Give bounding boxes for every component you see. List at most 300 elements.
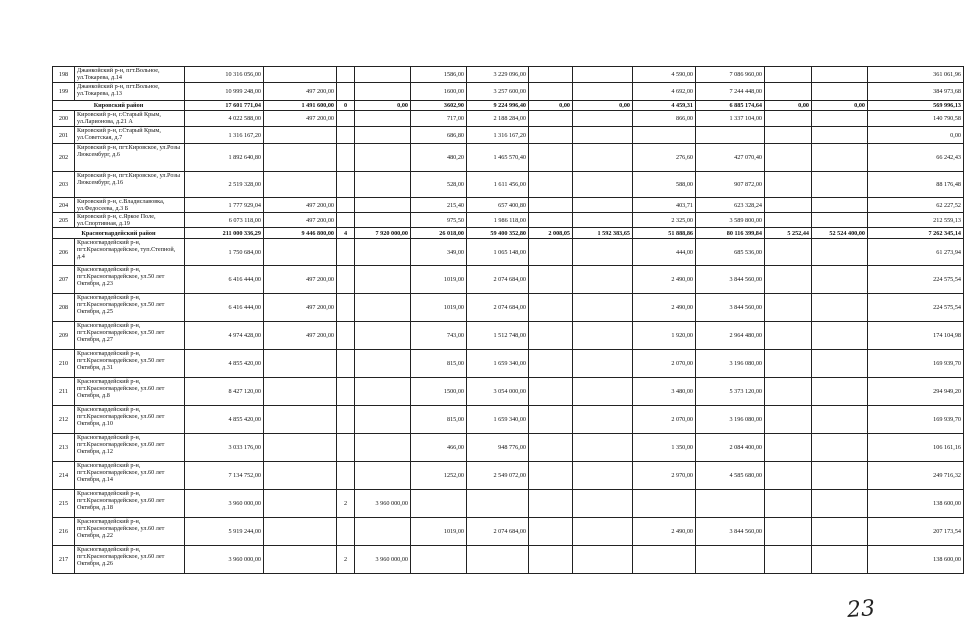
row-number: 203: [53, 172, 75, 198]
value-cell-col-10: [696, 127, 765, 144]
value-cell-col-13: 66 242,43: [868, 144, 964, 172]
value-cell-col-13: 106 161,16: [868, 434, 964, 462]
value-cell-col-6: 2 188 284,00: [467, 111, 529, 127]
value-cell-col-10: 7 086 960,00: [696, 67, 765, 83]
address-cell: Кировский р-н, с.Яркое Поле, ул.Спортивная, д.19: [75, 213, 185, 228]
value-cell-col-7: [529, 83, 573, 101]
value-cell-col-5: 815,00: [411, 406, 467, 434]
value-cell-col-10: 5 373 120,00: [696, 378, 765, 406]
value-cell-col-8: [573, 67, 633, 83]
table-row: [53, 434, 964, 462]
value-cell-col-7: [529, 144, 573, 172]
table-row: [53, 406, 964, 434]
row-number: 200: [53, 111, 75, 127]
value-cell-col-7: 2 008,05: [529, 228, 573, 239]
value-cell-col-6: 1 512 748,00: [467, 322, 529, 350]
value-cell-col-1: 6 416 444,00: [185, 266, 264, 294]
table-row: [53, 172, 964, 198]
value-cell-col-13: 361 061,96: [868, 67, 964, 83]
value-cell-col-3: [337, 294, 355, 322]
value-cell-col-10: 3 844 560,00: [696, 518, 765, 546]
value-cell-col-8: [573, 172, 633, 198]
value-cell-col-12: [812, 67, 868, 83]
value-cell-col-11: [765, 213, 812, 228]
value-cell-col-12: [812, 213, 868, 228]
value-cell-col-5: 3602,90: [411, 101, 467, 111]
value-cell-col-13: 62 227,52: [868, 198, 964, 213]
value-cell-col-11: [765, 83, 812, 101]
value-cell-col-8: [573, 213, 633, 228]
value-cell-col-11: [765, 172, 812, 198]
value-cell-col-4: [355, 83, 411, 101]
address-cell: Джанкойский р-н, пгт.Вольное, ул.Токарева, д.14: [75, 67, 185, 83]
address-cell: Красногвардейский р-н, пгт.Красногвардейское, ул.50 лет Октября, д.31: [75, 350, 185, 378]
value-cell-col-1: 7 134 752,00: [185, 462, 264, 490]
value-cell-col-5: 480,20: [411, 144, 467, 172]
value-cell-col-6: 1 659 340,00: [467, 350, 529, 378]
value-cell-col-4: 3 960 000,00: [355, 490, 411, 518]
value-cell-col-6: 3 054 000,00: [467, 378, 529, 406]
value-cell-col-11: [765, 67, 812, 83]
value-cell-col-2: 497 200,00: [264, 213, 337, 228]
value-cell-col-8: [573, 490, 633, 518]
value-cell-col-3: [337, 172, 355, 198]
value-cell-col-6: 2 074 684,00: [467, 518, 529, 546]
table-row: [53, 546, 964, 574]
value-cell-col-6: 2 074 684,00: [467, 294, 529, 322]
value-cell-col-11: [765, 518, 812, 546]
value-cell-col-1: 1 316 167,20: [185, 127, 264, 144]
value-cell-col-11: [765, 406, 812, 434]
value-cell-col-3: [337, 213, 355, 228]
value-cell-col-12: [812, 406, 868, 434]
value-cell-col-2: [264, 378, 337, 406]
value-cell-col-5: 1500,00: [411, 378, 467, 406]
address-cell: Красногвардейский р-н, пгт.Красногвардейское, туп.Степной, д.4: [75, 239, 185, 266]
address-cell: Кировский р-н, с.Владиславовка, ул.Федосеева, д.3 Б: [75, 198, 185, 213]
value-cell-col-2: [264, 406, 337, 434]
value-cell-col-11: [765, 127, 812, 144]
value-cell-col-4: [355, 67, 411, 83]
value-cell-col-2: 497 200,00: [264, 294, 337, 322]
value-cell-col-13: 224 575,54: [868, 294, 964, 322]
table-row: [53, 350, 964, 378]
value-cell-col-3: [337, 127, 355, 144]
value-cell-col-10: 1 337 104,00: [696, 111, 765, 127]
value-cell-col-8: [573, 266, 633, 294]
value-cell-col-10: 2 084 400,00: [696, 434, 765, 462]
table-row: [53, 462, 964, 490]
address-cell: Кировский р-н, г.Старый Крым, ул.Ларионова, д.21 А: [75, 111, 185, 127]
row-number: 201: [53, 127, 75, 144]
value-cell-col-1: 2 519 328,00: [185, 172, 264, 198]
value-cell-col-4: [355, 213, 411, 228]
value-cell-col-13: 7 262 345,14: [868, 228, 964, 239]
value-cell-col-2: [264, 350, 337, 378]
value-cell-col-1: 3 033 176,00: [185, 434, 264, 462]
value-cell-col-5: 1019,00: [411, 294, 467, 322]
row-number: 206: [53, 239, 75, 266]
value-cell-col-8: [573, 406, 633, 434]
value-cell-col-8: 0,00: [573, 101, 633, 111]
value-cell-col-5: 26 018,00: [411, 228, 467, 239]
value-cell-col-11: [765, 434, 812, 462]
value-cell-col-12: 52 524 400,00: [812, 228, 868, 239]
value-cell-col-10: 685 536,00: [696, 239, 765, 266]
value-cell-col-1: 4 855 420,00: [185, 350, 264, 378]
value-cell-col-7: [529, 490, 573, 518]
address-cell: Красногвардейский р-н, пгт.Красногвардейское, ул.60 лет Октября, д.12: [75, 434, 185, 462]
value-cell-col-6: 59 400 352,80: [467, 228, 529, 239]
value-cell-col-10: 623 328,24: [696, 198, 765, 213]
value-cell-col-7: [529, 350, 573, 378]
value-cell-col-7: [529, 462, 573, 490]
value-cell-col-5: 1586,00: [411, 67, 467, 83]
value-cell-col-12: [812, 518, 868, 546]
value-cell-col-12: [812, 462, 868, 490]
value-cell-col-12: [812, 239, 868, 266]
value-cell-col-9: 1 920,00: [633, 322, 696, 350]
value-cell-col-11: [765, 350, 812, 378]
table-row: [53, 322, 964, 350]
value-cell-col-3: [337, 83, 355, 101]
value-cell-col-12: [812, 266, 868, 294]
address-cell: Красногвардейский р-н, пгт.Красногвардейское, ул.60 лет Октября, д.18: [75, 490, 185, 518]
value-cell-col-13: 569 996,13: [868, 101, 964, 111]
table-row: [53, 239, 964, 266]
value-cell-col-3: [337, 462, 355, 490]
value-cell-col-11: [765, 546, 812, 574]
value-cell-col-13: 138 600,00: [868, 490, 964, 518]
value-cell-col-4: [355, 350, 411, 378]
value-cell-col-4: [355, 172, 411, 198]
value-cell-col-10: 7 244 448,00: [696, 83, 765, 101]
value-cell-col-12: 0,00: [812, 101, 868, 111]
row-number: 217: [53, 546, 75, 574]
value-cell-col-1: 8 427 120,00: [185, 378, 264, 406]
table-row: [53, 83, 964, 101]
value-cell-col-2: [264, 67, 337, 83]
value-cell-col-5: 717,00: [411, 111, 467, 127]
value-cell-col-12: [812, 198, 868, 213]
value-cell-col-12: [812, 294, 868, 322]
value-cell-col-10: 427 070,40: [696, 144, 765, 172]
value-cell-col-10: 6 885 174,64: [696, 101, 765, 111]
value-cell-col-1: 3 960 000,00: [185, 546, 264, 574]
value-cell-col-9: 2 070,00: [633, 406, 696, 434]
value-cell-col-8: [573, 462, 633, 490]
address-cell: Красногвардейский р-н, пгт.Красногвардейское, ул.50 лет Октября, д.27: [75, 322, 185, 350]
value-cell-col-13: 169 939,70: [868, 406, 964, 434]
value-cell-col-7: [529, 406, 573, 434]
value-cell-col-9: [633, 127, 696, 144]
value-cell-col-9: 2 490,00: [633, 266, 696, 294]
table-row: [53, 378, 964, 406]
value-cell-col-13: 174 104,98: [868, 322, 964, 350]
value-cell-col-7: [529, 378, 573, 406]
value-cell-col-11: [765, 462, 812, 490]
value-cell-col-9: 2 070,00: [633, 350, 696, 378]
value-cell-col-2: [264, 172, 337, 198]
value-cell-col-6: 1 986 118,00: [467, 213, 529, 228]
value-cell-col-7: [529, 111, 573, 127]
value-cell-col-8: [573, 127, 633, 144]
value-cell-col-3: [337, 434, 355, 462]
table-row: [53, 144, 964, 172]
value-cell-col-9: 2 970,00: [633, 462, 696, 490]
value-cell-col-12: [812, 490, 868, 518]
value-cell-col-6: 657 400,80: [467, 198, 529, 213]
value-cell-col-2: [264, 239, 337, 266]
value-cell-col-13: 384 973,68: [868, 83, 964, 101]
value-cell-col-8: [573, 322, 633, 350]
value-cell-col-1: 5 919 244,00: [185, 518, 264, 546]
value-cell-col-9: 866,00: [633, 111, 696, 127]
value-cell-col-9: 1 350,00: [633, 434, 696, 462]
value-cell-col-3: [337, 67, 355, 83]
value-cell-col-1: 211 000 336,29: [185, 228, 264, 239]
value-cell-col-7: [529, 67, 573, 83]
value-cell-col-13: 294 949,20: [868, 378, 964, 406]
value-cell-col-10: 3 844 560,00: [696, 294, 765, 322]
value-cell-col-2: 497 200,00: [264, 322, 337, 350]
row-number: 216: [53, 518, 75, 546]
value-cell-col-5: 1600,00: [411, 83, 467, 101]
address-cell: Джанкойский р-н, пгт.Вольное, ул.Токарева, д.13: [75, 83, 185, 101]
value-cell-col-13: 61 273,94: [868, 239, 964, 266]
value-cell-col-13: 249 716,32: [868, 462, 964, 490]
value-cell-col-2: [264, 546, 337, 574]
table-row: [53, 490, 964, 518]
value-cell-col-2: 497 200,00: [264, 266, 337, 294]
value-cell-col-5: 1019,00: [411, 266, 467, 294]
value-cell-col-3: [337, 144, 355, 172]
value-cell-col-7: [529, 172, 573, 198]
value-cell-col-13: 207 173,54: [868, 518, 964, 546]
value-cell-col-2: [264, 127, 337, 144]
row-number: 210: [53, 350, 75, 378]
value-cell-col-9: 2 490,00: [633, 294, 696, 322]
value-cell-col-12: [812, 172, 868, 198]
row-number: 211: [53, 378, 75, 406]
value-cell-col-6: 1 065 148,00: [467, 239, 529, 266]
value-cell-col-3: [337, 406, 355, 434]
value-cell-col-1: 4 022 588,00: [185, 111, 264, 127]
value-cell-col-10: [696, 490, 765, 518]
address-cell: Кировский р-н, пгт.Кировское, ул.Розы Люксембург, д.16: [75, 172, 185, 198]
row-number: 213: [53, 434, 75, 462]
value-cell-col-4: 7 920 000,00: [355, 228, 411, 239]
value-cell-col-1: 17 601 771,04: [185, 101, 264, 111]
value-cell-col-8: [573, 294, 633, 322]
value-cell-col-7: [529, 518, 573, 546]
value-cell-col-11: [765, 322, 812, 350]
table-row: [53, 294, 964, 322]
value-cell-col-2: [264, 434, 337, 462]
value-cell-col-3: [337, 322, 355, 350]
value-cell-col-6: [467, 490, 529, 518]
value-cell-col-6: 948 776,00: [467, 434, 529, 462]
value-cell-col-9: 4 692,00: [633, 83, 696, 101]
value-cell-col-11: [765, 378, 812, 406]
value-cell-col-5: 1252,00: [411, 462, 467, 490]
value-cell-col-7: [529, 213, 573, 228]
value-cell-col-4: [355, 434, 411, 462]
value-cell-col-7: [529, 239, 573, 266]
value-cell-col-3: 2: [337, 490, 355, 518]
value-cell-col-5: 686,80: [411, 127, 467, 144]
value-cell-col-6: 1 659 340,00: [467, 406, 529, 434]
value-cell-col-12: [812, 111, 868, 127]
value-cell-col-5: [411, 490, 467, 518]
value-cell-col-8: [573, 144, 633, 172]
value-cell-col-1: 6 073 118,00: [185, 213, 264, 228]
value-cell-col-4: [355, 406, 411, 434]
row-number: 207: [53, 266, 75, 294]
value-cell-col-3: [337, 378, 355, 406]
value-cell-col-10: 3 196 080,00: [696, 406, 765, 434]
value-cell-col-11: [765, 266, 812, 294]
budget-table: [52, 66, 964, 574]
value-cell-col-12: [812, 127, 868, 144]
value-cell-col-4: [355, 111, 411, 127]
value-cell-col-7: [529, 266, 573, 294]
value-cell-col-7: [529, 294, 573, 322]
table-row: [53, 213, 964, 228]
value-cell-col-9: 3 480,00: [633, 378, 696, 406]
address-cell: Красногвардейский р-н, пгт.Красногвардейское, ул.60 лет Октября, д.14: [75, 462, 185, 490]
table-row: [53, 127, 964, 144]
value-cell-col-5: 975,50: [411, 213, 467, 228]
value-cell-col-5: 1019,00: [411, 518, 467, 546]
value-cell-col-12: [812, 83, 868, 101]
value-cell-col-8: 1 592 383,65: [573, 228, 633, 239]
value-cell-col-13: 140 790,58: [868, 111, 964, 127]
value-cell-col-4: [355, 266, 411, 294]
district-name: Красногвардейский район: [53, 228, 185, 239]
row-number: 208: [53, 294, 75, 322]
row-number: 198: [53, 67, 75, 83]
value-cell-col-3: [337, 239, 355, 266]
value-cell-col-3: [337, 111, 355, 127]
value-cell-col-2: 1 491 600,00: [264, 101, 337, 111]
value-cell-col-5: 528,00: [411, 172, 467, 198]
value-cell-col-8: [573, 111, 633, 127]
value-cell-col-8: [573, 546, 633, 574]
value-cell-col-4: [355, 239, 411, 266]
table-row: [53, 266, 964, 294]
table-body: [53, 67, 964, 574]
value-cell-col-1: 10 999 248,00: [185, 83, 264, 101]
value-cell-col-3: [337, 350, 355, 378]
value-cell-col-10: 3 589 800,00: [696, 213, 765, 228]
value-cell-col-1: 1 777 929,04: [185, 198, 264, 213]
value-cell-col-4: 3 960 000,00: [355, 546, 411, 574]
value-cell-col-6: 3 257 600,00: [467, 83, 529, 101]
table-row: [53, 198, 964, 213]
value-cell-col-10: 907 872,00: [696, 172, 765, 198]
value-cell-col-6: 1 316 167,20: [467, 127, 529, 144]
value-cell-col-1: 4 855 420,00: [185, 406, 264, 434]
value-cell-col-6: 2 549 072,00: [467, 462, 529, 490]
row-number: 214: [53, 462, 75, 490]
value-cell-col-8: [573, 378, 633, 406]
value-cell-col-12: [812, 546, 868, 574]
value-cell-col-10: 3 196 080,00: [696, 350, 765, 378]
row-number: 204: [53, 198, 75, 213]
value-cell-col-2: [264, 490, 337, 518]
value-cell-col-1: 4 974 428,00: [185, 322, 264, 350]
value-cell-col-13: 88 176,48: [868, 172, 964, 198]
value-cell-col-3: 0: [337, 101, 355, 111]
address-cell: Красногвардейский р-н, пгт.Красногвардейское, ул.60 лет Октября, д.8: [75, 378, 185, 406]
value-cell-col-6: 1 611 456,00: [467, 172, 529, 198]
district-name: Кировский район: [53, 101, 185, 111]
value-cell-col-8: [573, 434, 633, 462]
value-cell-col-2: 497 200,00: [264, 198, 337, 213]
value-cell-col-11: [765, 144, 812, 172]
value-cell-col-4: [355, 144, 411, 172]
row-number: 205: [53, 213, 75, 228]
value-cell-col-12: [812, 144, 868, 172]
value-cell-col-1: 3 960 000,00: [185, 490, 264, 518]
value-cell-col-9: 2 325,00: [633, 213, 696, 228]
value-cell-col-12: [812, 350, 868, 378]
value-cell-col-1: 1 750 684,00: [185, 239, 264, 266]
value-cell-col-2: 497 200,00: [264, 111, 337, 127]
address-cell: Красногвардейский р-н, пгт.Красногвардейское, ул.60 лет Октября, д.26: [75, 546, 185, 574]
value-cell-col-4: [355, 198, 411, 213]
value-cell-col-13: 138 600,00: [868, 546, 964, 574]
value-cell-col-13: 0,00: [868, 127, 964, 144]
value-cell-col-7: [529, 434, 573, 462]
value-cell-col-5: [411, 546, 467, 574]
value-cell-col-10: 2 964 480,00: [696, 322, 765, 350]
value-cell-col-6: 3 229 096,00: [467, 67, 529, 83]
value-cell-col-8: [573, 350, 633, 378]
value-cell-col-13: 212 559,13: [868, 213, 964, 228]
address-cell: Красногвардейский р-н, пгт.Красногвардейское, ул.50 лет Октября, д.23: [75, 266, 185, 294]
value-cell-col-11: 5 252,44: [765, 228, 812, 239]
value-cell-col-4: 0,00: [355, 101, 411, 111]
value-cell-col-6: 2 074 684,00: [467, 266, 529, 294]
value-cell-col-7: [529, 322, 573, 350]
value-cell-col-8: [573, 198, 633, 213]
value-cell-col-4: [355, 127, 411, 144]
address-cell: Красногвардейский р-н, пгт.Красногвардейское, ул.60 лет Октября, д.22: [75, 518, 185, 546]
value-cell-col-3: 2: [337, 546, 355, 574]
value-cell-col-7: [529, 198, 573, 213]
value-cell-col-1: 1 892 640,80: [185, 144, 264, 172]
value-cell-col-7: 0,00: [529, 101, 573, 111]
value-cell-col-11: [765, 239, 812, 266]
value-cell-col-9: 4 459,31: [633, 101, 696, 111]
value-cell-col-10: [696, 546, 765, 574]
value-cell-col-5: 349,00: [411, 239, 467, 266]
value-cell-col-3: [337, 266, 355, 294]
address-cell: Красногвардейский р-н, пгт.Красногвардейское, ул.50 лет Октября, д.25: [75, 294, 185, 322]
value-cell-col-4: [355, 294, 411, 322]
value-cell-col-4: [355, 378, 411, 406]
value-cell-col-2: [264, 462, 337, 490]
value-cell-col-6: 1 465 570,40: [467, 144, 529, 172]
address-cell: Красногвардейский р-н, пгт.Красногвардейское, ул.60 лет Октября, д.10: [75, 406, 185, 434]
value-cell-col-9: 4 590,00: [633, 67, 696, 83]
district-total-row: [53, 101, 964, 111]
value-cell-col-3: [337, 198, 355, 213]
value-cell-col-6: 9 224 996,40: [467, 101, 529, 111]
value-cell-col-2: 9 446 800,00: [264, 228, 337, 239]
